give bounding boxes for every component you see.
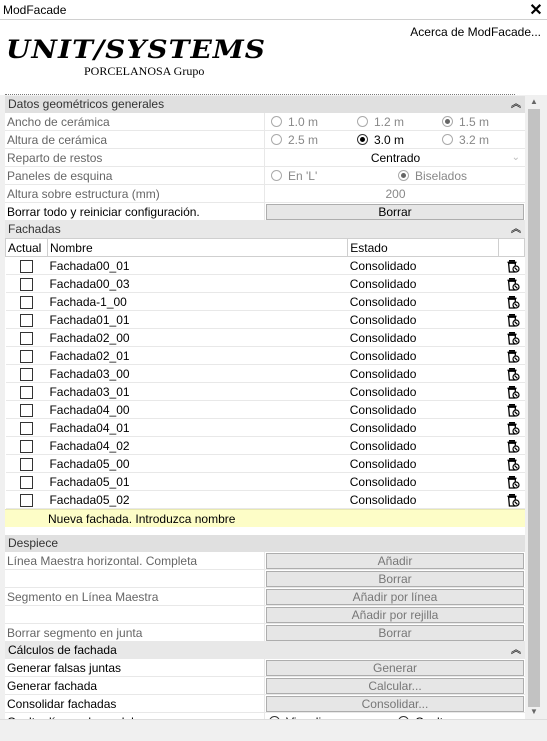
label-linea-maestra: Línea Maestra horizontal. Completa: [7, 554, 198, 568]
geo-panel: [5, 96, 525, 731]
actual-checkbox[interactable]: [20, 332, 33, 345]
col-actual[interactable]: Actual: [6, 239, 48, 257]
fachada-name[interactable]: Fachada00_03: [47, 275, 347, 293]
radio-group-paneles: [264, 167, 525, 185]
actual-cell: [6, 401, 48, 419]
borrar-linea-button[interactable]: Borrar: [266, 571, 524, 587]
label-paneles: Paneles de esquina: [7, 169, 113, 183]
borrar-todo-button[interactable]: Borrar: [266, 204, 524, 220]
label-consolidar: Consolidar fachadas: [7, 697, 117, 711]
col-nombre[interactable]: Nombre: [47, 239, 347, 257]
fachada-name[interactable]: Fachada04_02: [47, 437, 347, 455]
row-altura-estructura: [5, 185, 525, 203]
actual-cell: [6, 455, 48, 473]
actual-cell: [6, 347, 48, 365]
delete-icon[interactable]: [506, 439, 520, 453]
new-fachada-row[interactable]: [5, 509, 525, 527]
fachada-name[interactable]: Fachada05_00: [47, 455, 347, 473]
borrar-todo-cell: [264, 203, 525, 221]
section-header-calculos[interactable]: [5, 642, 525, 659]
collapse-icon[interactable]: ︽: [511, 224, 521, 235]
delete-icon[interactable]: [506, 367, 520, 381]
actions-cell: [499, 419, 525, 437]
radio-paneles-l[interactable]: En 'L': [271, 169, 317, 183]
actual-cell: [6, 383, 48, 401]
actions-cell: [499, 257, 525, 275]
actions-cell: [499, 401, 525, 419]
fachada-status: Consolidado: [348, 257, 499, 275]
table-row[interactable]: [6, 311, 525, 329]
actual-checkbox[interactable]: [20, 476, 33, 489]
logo: UNIT/SYSTEMS: [6, 34, 266, 65]
actions-cell: [499, 311, 525, 329]
label-reparto: Reparto de restos: [7, 151, 103, 165]
delete-icon[interactable]: [506, 475, 520, 489]
label-borrar-segmento: Borrar segmento en junta: [7, 626, 143, 640]
actions-cell: [499, 455, 525, 473]
radio-ancho-1[interactable]: 1.0 m: [271, 115, 318, 129]
scroll-up-icon[interactable]: ▲: [530, 97, 538, 106]
radio-paneles-biselados[interactable]: Biselados: [398, 169, 467, 183]
section-title: Fachadas: [8, 222, 61, 236]
fachadas-table: [5, 238, 525, 509]
fachada-status: Consolidado: [348, 401, 499, 419]
anadir-por-rejilla-button[interactable]: Añadir por rejilla: [266, 607, 524, 623]
table-row[interactable]: [6, 293, 525, 311]
row-segmento: [5, 588, 525, 606]
label-falsas-juntas: Generar falsas juntas: [7, 661, 122, 675]
altura-estructura-cell: [264, 185, 525, 203]
delete-icon[interactable]: [506, 403, 520, 417]
vertical-scrollbar[interactable]: [526, 95, 542, 720]
scroll-thumb[interactable]: [528, 109, 540, 707]
actual-checkbox[interactable]: [20, 260, 33, 273]
table-row[interactable]: [6, 275, 525, 293]
actions-cell: [499, 491, 525, 509]
chevron-down-icon: ⌄: [511, 152, 520, 163]
table-row[interactable]: [6, 347, 525, 365]
calcular-button[interactable]: Calcular...: [266, 678, 524, 694]
anadir-linea-button[interactable]: Añadir: [266, 553, 524, 569]
reparto-select[interactable]: Centrado ⌄: [370, 151, 520, 165]
actual-checkbox[interactable]: [20, 386, 33, 399]
table-row[interactable]: [6, 419, 525, 437]
actions-cell: [499, 347, 525, 365]
delete-icon[interactable]: [506, 457, 520, 471]
fachada-name[interactable]: Fachada01_01: [47, 311, 347, 329]
table-row[interactable]: [6, 257, 525, 275]
new-fachada-placeholder[interactable]: Nueva fachada. Introduzca nombre: [48, 512, 236, 526]
actions-cell: [499, 365, 525, 383]
fachada-status: Consolidado: [348, 365, 499, 383]
label-altura: Altura de cerámica: [7, 133, 108, 147]
fachada-status: Consolidado: [348, 455, 499, 473]
row-linea-maestra: [5, 552, 525, 570]
radio-altura-3[interactable]: 3.2 m: [442, 133, 489, 147]
label-generar-fachada: Generar fachada: [7, 679, 98, 693]
fachada-name[interactable]: Fachada05_02: [47, 491, 347, 509]
section-header-fachadas[interactable]: [5, 221, 525, 238]
table-row[interactable]: [6, 365, 525, 383]
actual-checkbox[interactable]: [20, 458, 33, 471]
title-bar: [0, 0, 547, 20]
fachada-name[interactable]: Fachada03_01: [47, 383, 347, 401]
generar-button[interactable]: Generar: [266, 660, 524, 676]
table-row[interactable]: [6, 329, 525, 347]
col-actions: [499, 239, 525, 257]
scroll-down-icon[interactable]: ▼: [530, 707, 538, 716]
fachada-status: Consolidado: [348, 419, 499, 437]
delete-icon[interactable]: [506, 313, 520, 327]
collapse-icon[interactable]: ︽: [511, 645, 521, 656]
row-segmento-rejilla: [5, 606, 525, 624]
actions-cell: [499, 383, 525, 401]
fachada-status: Consolidado: [348, 347, 499, 365]
fachada-name[interactable]: Fachada02_01: [47, 347, 347, 365]
row-reparto: [5, 149, 525, 167]
table-row[interactable]: [6, 455, 525, 473]
fachada-status: Consolidado: [348, 473, 499, 491]
actual-checkbox[interactable]: [20, 422, 33, 435]
row-borrar-todo: [5, 203, 525, 221]
reparto-cell: [264, 149, 525, 167]
actual-checkbox[interactable]: [20, 314, 33, 327]
logo-subtitle: PORCELANOSA Grupo: [84, 64, 205, 78]
collapse-icon[interactable]: ︽: [511, 99, 521, 110]
actual-cell: [6, 275, 48, 293]
bottom-bar: [0, 719, 547, 741]
section-title: Despiece: [8, 536, 59, 550]
row-borrar-segmento: [5, 624, 525, 642]
actual-cell: [6, 293, 48, 311]
header: [0, 20, 547, 95]
fachada-name[interactable]: Fachada00_01: [47, 257, 347, 275]
delete-icon[interactable]: [506, 295, 520, 309]
close-icon[interactable]: ✕: [529, 2, 543, 19]
table-row[interactable]: [6, 437, 525, 455]
actions-cell: [499, 437, 525, 455]
actual-cell: [6, 491, 48, 509]
actions-cell: [499, 293, 525, 311]
table-row[interactable]: [6, 383, 525, 401]
section-header-geo[interactable]: [5, 96, 525, 113]
delete-icon[interactable]: [506, 349, 520, 363]
fachada-name[interactable]: Fachada-1_00: [47, 293, 347, 311]
actual-checkbox[interactable]: [20, 368, 33, 381]
fachada-name[interactable]: Fachada04_00: [47, 401, 347, 419]
fachada-name[interactable]: Fachada04_01: [47, 419, 347, 437]
actual-cell: [6, 257, 48, 275]
actual-checkbox[interactable]: [20, 494, 33, 507]
divider: [5, 94, 515, 95]
delete-icon[interactable]: [506, 493, 520, 507]
fachada-status: Consolidado: [348, 311, 499, 329]
section-title: Cálculos de fachada: [8, 643, 117, 657]
radio-altura-1[interactable]: 2.5 m: [271, 133, 318, 147]
delete-icon[interactable]: [506, 277, 520, 291]
radio-altura-2[interactable]: 3.0 m: [357, 133, 404, 147]
delete-icon[interactable]: [506, 385, 520, 399]
row-linea-maestra-borrar: [5, 570, 525, 588]
row-paneles: [5, 167, 525, 185]
actual-cell: [6, 311, 48, 329]
label-ancho: Ancho de cerámica: [7, 115, 110, 129]
delete-icon[interactable]: [506, 259, 520, 273]
consolidar-button[interactable]: Consolidar...: [266, 696, 524, 712]
row-consolidar: [5, 695, 525, 713]
fachada-status: Consolidado: [348, 383, 499, 401]
fachada-status: Consolidado: [348, 275, 499, 293]
radio-ancho-2[interactable]: 1.2 m: [357, 115, 404, 129]
actual-checkbox[interactable]: [20, 278, 33, 291]
anadir-por-linea-button[interactable]: Añadir por línea: [266, 589, 524, 605]
altura-estructura-input[interactable]: 200: [385, 187, 406, 201]
fachada-name[interactable]: Fachada02_00: [47, 329, 347, 347]
actual-cell: [6, 473, 48, 491]
row-generar-fachada: [5, 677, 525, 695]
table-row[interactable]: [6, 473, 525, 491]
label-segmento: Segmento en Línea Maestra: [7, 590, 159, 604]
actions-cell: [499, 329, 525, 347]
actual-cell: [6, 365, 48, 383]
fachada-status: Consolidado: [348, 293, 499, 311]
section-header-despiece[interactable]: [5, 535, 525, 552]
col-estado[interactable]: Estado: [348, 239, 499, 257]
fachada-status: Consolidado: [348, 491, 499, 509]
delete-icon[interactable]: [506, 421, 520, 435]
row-altura: [5, 131, 525, 149]
actual-cell: [6, 329, 48, 347]
fachada-status: Consolidado: [348, 329, 499, 347]
label-borrar-todo: Borrar todo y reiniciar configuración.: [7, 205, 200, 219]
radio-ancho-3[interactable]: 1.5 m: [442, 115, 489, 129]
label-altura-estructura: Altura sobre estructura (mm): [7, 187, 160, 201]
actual-checkbox[interactable]: [20, 296, 33, 309]
delete-icon[interactable]: [506, 331, 520, 345]
fachada-name[interactable]: Fachada05_01: [47, 473, 347, 491]
actions-cell: [499, 473, 525, 491]
borrar-segmento-button[interactable]: Borrar: [266, 625, 524, 641]
table-row[interactable]: [6, 491, 525, 509]
radio-group-ancho: [264, 113, 525, 131]
actions-cell: [499, 275, 525, 293]
row-falsas-juntas: [5, 659, 525, 677]
about-link[interactable]: Acerca de ModFacade...: [410, 25, 541, 39]
window-title: ModFacade: [3, 3, 67, 17]
table-row[interactable]: [6, 401, 525, 419]
radio-group-altura: [264, 131, 525, 149]
actual-checkbox[interactable]: [20, 440, 33, 453]
fachada-name[interactable]: Fachada03_00: [47, 365, 347, 383]
section-title: Datos geométricos generales: [8, 97, 165, 111]
actual-cell: [6, 419, 48, 437]
actual-cell: [6, 437, 48, 455]
actual-checkbox[interactable]: [20, 404, 33, 417]
fachada-status: Consolidado: [348, 437, 499, 455]
row-ancho: [5, 113, 525, 131]
actual-checkbox[interactable]: [20, 350, 33, 363]
